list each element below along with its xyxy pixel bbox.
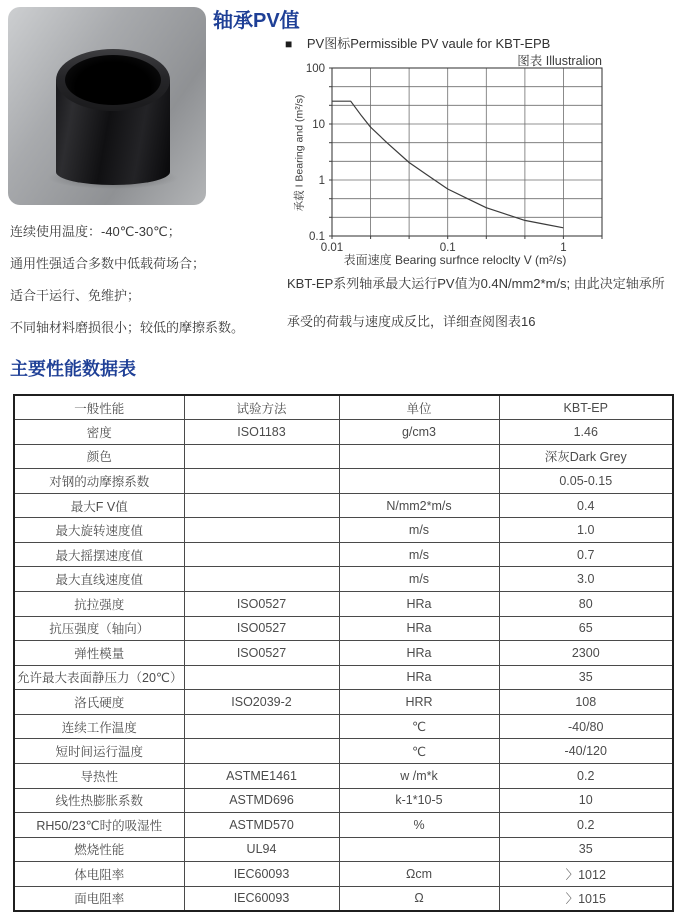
table-cell: m/s (339, 542, 499, 567)
svg-text:1: 1 (560, 242, 567, 254)
bearing-bushing-image (8, 7, 206, 205)
table-cell: 面电阻率 (14, 886, 184, 911)
table-header-cell: 一般性能 (14, 395, 184, 420)
table-row (14, 567, 673, 592)
table-cell: 最大直线速度值 (14, 567, 184, 592)
table-cell (184, 567, 339, 592)
note-line: 连续使用温度：-40℃-30℃； (10, 224, 181, 239)
table-cell: N/mm2*m/s (339, 493, 499, 518)
svg-text:0.1: 0.1 (309, 231, 325, 243)
table-cell: 最大F V值 (14, 493, 184, 518)
table-cell: 线性热膨胀系数 (14, 788, 184, 813)
table-cell (339, 837, 499, 862)
table-cell: 3.0 (499, 567, 673, 592)
table-cell: 短时间运行温度 (14, 739, 184, 764)
table-cell: ISO2039-2 (184, 690, 339, 715)
table-cell (184, 444, 339, 469)
table-row (14, 714, 673, 739)
table-row (14, 518, 673, 543)
table-cell: 对钢的动摩擦系数 (14, 469, 184, 494)
table-row (14, 542, 673, 567)
table-cell: HRR (339, 690, 499, 715)
chart-caption-text: PV图标Permissible PV vaule for KBT-EPB (306, 36, 551, 51)
note-line: 通用性强适合多数中低载荷场合； (10, 256, 206, 271)
table-cell: 1.46 (499, 420, 673, 445)
table-cell: -40/120 (499, 739, 673, 764)
table-cell: IEC60093 (184, 862, 339, 887)
performance-table-body (14, 395, 673, 911)
table-row (14, 493, 673, 518)
table-cell: 密度 (14, 420, 184, 445)
table-cell: w /m*k (339, 763, 499, 788)
chart-y-axis-label: 承载 I Bearing and (m²/s) (293, 94, 306, 212)
table-row (14, 763, 673, 788)
table-cell: ISO1183 (184, 420, 339, 445)
table-cell: RH50/23℃时的吸湿性 (14, 813, 184, 838)
table-row (14, 862, 673, 887)
table-row (14, 813, 673, 838)
notes-list (10, 221, 280, 349)
table-cell: ASTMD696 (184, 788, 339, 813)
table-cell: 0.7 (499, 542, 673, 567)
table-cell: Ωcm (339, 862, 499, 887)
bullet-square-icon: ■ (285, 37, 293, 51)
table-cell: k-1*10-5 (339, 788, 499, 813)
table-cell: 2300 (499, 641, 673, 666)
pv-chart (285, 50, 625, 270)
table-cell: 导热性 (14, 763, 184, 788)
note-line: 不同轴材料磨损很小；较低的摩擦系数。 (10, 320, 245, 335)
table-cell: ISO0527 (184, 592, 339, 617)
table-cell: 0.2 (499, 813, 673, 838)
table-row (14, 592, 673, 617)
table-cell: 深灰Dark Grey (499, 444, 673, 469)
table-cell: 1.0 (499, 518, 673, 543)
table-cell: 洛氏硬度 (14, 690, 184, 715)
table-cell: m/s (339, 567, 499, 592)
table-cell (184, 469, 339, 494)
pv-description (287, 273, 672, 349)
chart-x-axis-label: 表面速度 Bearing surfnce reloclty V (m²/s) (343, 253, 567, 267)
table-row (14, 739, 673, 764)
description-line: 承受的荷载与速度成反比，详细查阅图表16 (287, 314, 536, 329)
table-cell: 35 (499, 837, 673, 862)
table-cell: 80 (499, 592, 673, 617)
table-cell: ASTME1461 (184, 763, 339, 788)
table-cell: 允许最大表面静压力（20℃） (14, 665, 184, 690)
table-cell: ℃ (339, 739, 499, 764)
svg-text:0.01: 0.01 (320, 242, 344, 254)
table-cell: HRa (339, 665, 499, 690)
table-cell: 弹性模量 (14, 641, 184, 666)
table-cell (184, 665, 339, 690)
table-row (14, 616, 673, 641)
table-cell: 最大旋转速度值 (14, 518, 184, 543)
chart-subtitle-illustration: 图表 Illustralion (517, 54, 602, 68)
bushing-cylinder (56, 49, 170, 185)
table-heading: 主要性能数据表 (10, 359, 136, 379)
table-cell: Ω (339, 886, 499, 911)
table-header-row (14, 395, 673, 420)
table-cell: % (339, 813, 499, 838)
table-header-cell: 单位 (339, 395, 499, 420)
table-cell (184, 493, 339, 518)
table-cell: 颜色 (14, 444, 184, 469)
table-cell: 0.2 (499, 763, 673, 788)
table-cell: IEC60093 (184, 886, 339, 911)
table-row (14, 788, 673, 813)
table-cell: 连续工作温度 (14, 714, 184, 739)
table-cell (339, 444, 499, 469)
table-cell: ISO0527 (184, 616, 339, 641)
table-cell (184, 518, 339, 543)
table-row (14, 469, 673, 494)
table-cell: ASTMD570 (184, 813, 339, 838)
table-cell (184, 542, 339, 567)
performance-table (13, 394, 674, 912)
table-cell (184, 714, 339, 739)
table-row (14, 886, 673, 911)
table-cell: 体电阻率 (14, 862, 184, 887)
svg-text:10: 10 (312, 119, 325, 131)
table-cell: UL94 (184, 837, 339, 862)
table-cell: -40/80 (499, 714, 673, 739)
table-cell: HRa (339, 641, 499, 666)
table-row (14, 665, 673, 690)
bushing-bore-hole (65, 55, 161, 105)
table-row (14, 837, 673, 862)
table-cell: m/s (339, 518, 499, 543)
table-cell: HRa (339, 592, 499, 617)
table-cell: 0.4 (499, 493, 673, 518)
note-line: 适合干运行、免维护； (10, 288, 141, 303)
table-row (14, 420, 673, 445)
table-cell: 抗拉强度 (14, 592, 184, 617)
svg-text:1: 1 (318, 175, 325, 187)
table-cell: 燃烧性能 (14, 837, 184, 862)
table-cell (339, 469, 499, 494)
table-cell: 65 (499, 616, 673, 641)
table-cell: 最大摇摆速度值 (14, 542, 184, 567)
table-cell: g/cm3 (339, 420, 499, 445)
table-cell: 108 (499, 690, 673, 715)
table-cell: 35 (499, 665, 673, 690)
table-cell: 0.05-0.15 (499, 469, 673, 494)
table-row (14, 444, 673, 469)
table-cell: 〉1012 (499, 862, 673, 887)
table-cell: ISO0527 (184, 641, 339, 666)
table-cell: HRa (339, 616, 499, 641)
table-row (14, 690, 673, 715)
table-header-cell: 试验方法 (184, 395, 339, 420)
table-row (14, 641, 673, 666)
svg-text:100: 100 (305, 63, 325, 75)
description-line: KBT-EP系列轴承最大运行PV值为0.4N/mm2*m/s; 由此决定轴承所 (287, 276, 665, 291)
table-cell (184, 739, 339, 764)
svg-text:0.1: 0.1 (439, 242, 456, 254)
table-cell: ℃ (339, 714, 499, 739)
table-header-cell: KBT-EP (499, 395, 673, 420)
table-cell: 〉1015 (499, 886, 673, 911)
table-cell: 抗压强度（轴向） (14, 616, 184, 641)
bushing-top-rim (56, 49, 170, 111)
table-cell: 10 (499, 788, 673, 813)
page-title-pv: 轴承PV值 (213, 10, 300, 32)
